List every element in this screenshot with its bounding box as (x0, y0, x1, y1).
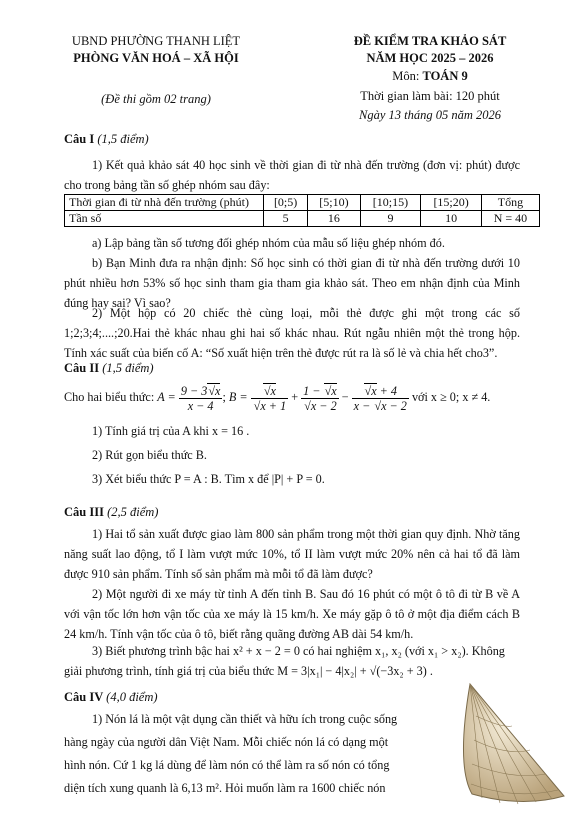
q1-part1a-text: a) Lập bảng tần số tương đối ghép nhóm của mẫu số liệu ghép nhóm đó. (92, 236, 445, 250)
question-3-heading (64, 505, 158, 520)
frequency-table (64, 194, 540, 227)
q3-part1-text: 1) Hai tổ sản xuất được giao làm 800 sản phẩm trong một thời gian quy định. Nhờ tăng năng suất lao động, tổ I làm vượt mức 10%, tổ II làm vượt mức 20% nên cả hai tổ đã làm được 910 sản phẩm. Tính số sản phẩm mà mỗi tổ đã làm được? (64, 527, 520, 581)
q4-line3: hình nón. Cứ 1 kg lá dùng để làm nón có thể làm ra số nón có tổng (64, 758, 390, 772)
q4-line4: diện tích xung quanh là 6,13 m². Hỏi muốn làm ra 1600 chiếc nón (64, 781, 386, 795)
table-cell: Tổng (481, 195, 539, 211)
q2-condition: với x ≥ 0; x ≠ 4. (411, 390, 491, 404)
q3-part3-line1: 3) Biết phương trình bậc hai x² + x − 2 = 0 có hai nghiệm x₁, x₂ (với x₁ > x₂). Không (92, 644, 505, 658)
table-cell: Thời gian đi từ nhà đến trường (phút) (65, 195, 264, 211)
table-cell: 5 (264, 211, 308, 227)
school-year: NĂM HỌC 2025 – 2026 (366, 51, 494, 65)
table-cell: N = 40 (481, 211, 539, 227)
time-limit: Thời gian làm bài: 120 phút (360, 89, 500, 103)
table-cell: [10;15) (360, 195, 421, 211)
table-cell: [5;10) (308, 195, 360, 211)
question-3-title: Câu III (64, 505, 104, 519)
q2-part2-text: 2) Rút gọn biểu thức B. (92, 448, 207, 462)
expr-b-label: B = (228, 390, 248, 404)
q4-line1: 1) Nón lá là một vật dụng cần thiết và hữu ích trong cuộc sống (92, 712, 398, 726)
question-1-heading (64, 132, 149, 147)
q2-expressions: Cho hai biểu thức: A = $\frac{9 - 3√x}{x - 4}$ ; B = $\frac{√x}{√x + 1}$ + $\frac{1 - √x}{√x - 2}$ − $\frac{√x + 4}{x - √x - 2}$ với x ≥ 0; x ≠ 4. (64, 383, 491, 413)
table-row (65, 211, 540, 227)
issuer-line1: UBND PHƯỜNG THANH LIỆT (71, 34, 241, 48)
table-cell: [15;20) (421, 195, 482, 211)
expr-b-term1: $\frac{√x}{√x + 1}$ (251, 384, 289, 413)
question-4-points: (4,0 điểm) (106, 690, 158, 704)
exam-title: ĐỀ KIỂM TRA KHẢO SÁT (353, 34, 507, 48)
expr-b-term2: $\frac{1 - √x}{√x - 2}$ (303, 383, 337, 413)
question-2-title: Câu II (64, 361, 100, 375)
question-2-points: (1,5 điểm) (102, 361, 154, 375)
q1-part2-text: 2) Một hộp có 20 chiếc thẻ cùng loại, mỗi thẻ được ghi một trong các số 1;2;3;4;....;20.Hai thẻ khác nhau ghi hai số khác nhau. Rút ngẫu nhiên một thẻ trong hộp. Tính xác suất của biến cố A: “Số xuất hiện trên thẻ được rút ra là số lẻ và chia hết cho3”. (64, 306, 520, 360)
table-row (65, 195, 540, 211)
q2-part1-text: 1) Tính giá trị của A khi x = 16 . (92, 424, 250, 438)
q2-part3-text: 3) Xét biểu thức P = A : B. Tìm x để |P| + P = 0. (92, 472, 325, 486)
table-cell: 9 (360, 211, 421, 227)
conical-hat-image (452, 676, 572, 816)
table-cell: Tần số (65, 211, 264, 227)
subject-name: TOÁN 9 (422, 69, 468, 83)
expr-b-term3: $\frac{√x + 4}{x - √x - 2}$ (353, 383, 407, 413)
exam-date: Ngày 13 tháng 05 năm 2026 (358, 108, 501, 122)
expr-a-label: A = (157, 390, 176, 404)
table-cell: 16 (308, 211, 360, 227)
subject-line (320, 69, 540, 84)
question-1-points: (1,5 điểm) (97, 132, 149, 146)
question-4-title: Câu IV (64, 690, 104, 704)
question-4-heading (64, 690, 158, 705)
question-2-heading (64, 361, 154, 376)
q4-line2: hàng ngày của người dân Việt Nam. Mỗi chiếc nón lá có dạng một (64, 735, 389, 749)
page-count-note: (Đề thi gồm 02 trang) (101, 92, 211, 106)
question-1-title: Câu I (64, 132, 95, 146)
q1-part1b-text: b) Bạn Minh đưa ra nhận định: Số học sinh có thời gian đi từ nhà đến trường dưới 10 phút nhiều hơn 53% số học sinh tham gia tham gia khảo sát. Theo em nhận định của Minh đúng hay sai? Vì sao? (64, 256, 520, 310)
q3-part2-text: 2) Một người đi xe máy từ tỉnh A đến tỉnh B. Sau đó 16 phút có một ô tô đi từ B về A với vận tốc lớn hơn vận tốc của xe máy là 15 km/h. Xe máy gặp ô tô ở một địa điểm cách B 24 km/h. Tính vận tốc của ô tô, biết rằng quãng đường AB dài 54 km/h. (64, 587, 520, 641)
table-cell: [0;5) (264, 195, 308, 211)
q2-intro: Cho hai biểu thức: (64, 390, 155, 404)
q1-part1-text: 1) Kết quả khảo sát 40 học sinh về thời gian đi từ nhà đến trường (đơn vị: phút) được cho trong bảng tần số ghép nhóm sau đây: (64, 158, 520, 192)
issuer-line2: PHÒNG VĂN HOÁ – XÃ HỘI (73, 51, 239, 65)
question-3-points: (2,5 điểm) (107, 505, 159, 519)
expr-a-fraction: $\frac{9 - 3√x}{x - 4}$ (180, 383, 221, 413)
subject-label: Môn: (392, 69, 423, 83)
table-cell: 10 (421, 211, 482, 227)
q3-part3-line2: giải phương trình, tính giá trị của biểu thức M = 3|x₁| − 4|x₂| + √(−3x₂ + 3) . (64, 664, 433, 678)
